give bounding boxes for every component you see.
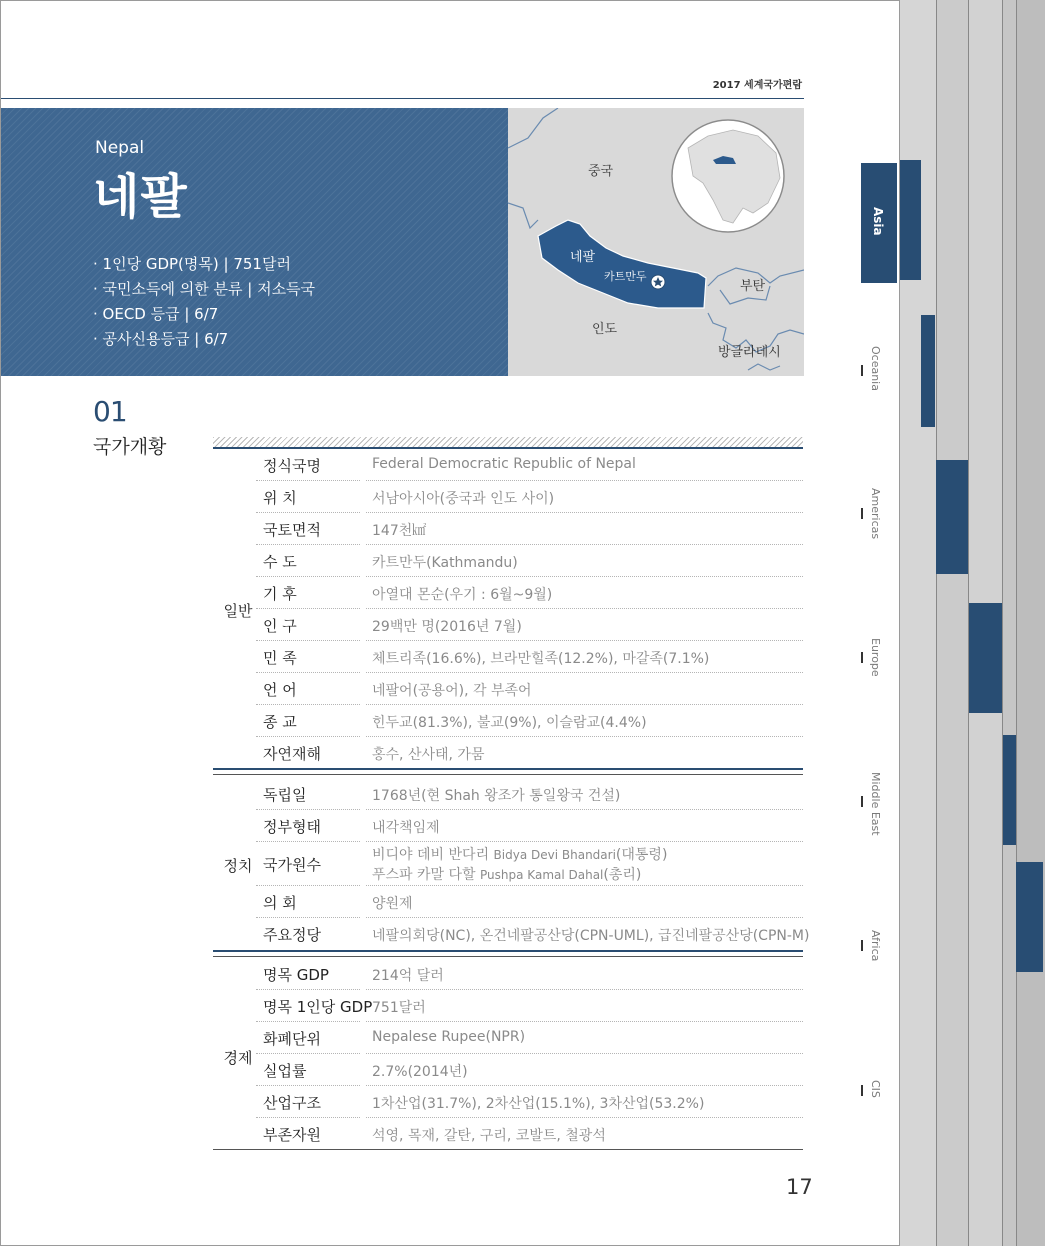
table-row: [256, 810, 803, 842]
table-row: [256, 577, 803, 609]
table-row: [256, 481, 803, 513]
table-row: [256, 609, 803, 641]
row-value: 아열대 몬순(우기 : 6월~9월): [372, 587, 553, 603]
row-label: 언 어: [263, 681, 297, 699]
region-tick: [861, 940, 863, 951]
region-tab-middle-east[interactable]: Middle East: [869, 772, 882, 836]
group-label-politics: 정치: [223, 857, 253, 875]
book-edge-tab: [1016, 862, 1043, 972]
country-name-kr: 네팔: [93, 169, 188, 225]
location-map: [508, 108, 804, 376]
table-row: [256, 990, 803, 1022]
book-edge-tab: [936, 460, 968, 574]
table-row: [256, 705, 803, 737]
region-tab-cis[interactable]: CIS: [869, 1080, 882, 1098]
table-row: [256, 641, 803, 673]
region-tick: [861, 365, 863, 376]
row-label: 화폐단위: [263, 1030, 321, 1048]
key-fact-oecd: · OECD 등급 | 6/7: [93, 305, 219, 323]
row-label: 정부형태: [263, 818, 321, 836]
key-fact-gdp: · 1인당 GDP(명목) | 751달러: [93, 255, 291, 273]
book-edge-tab: [1003, 735, 1016, 845]
table-row: [256, 918, 810, 950]
group-label-general: 일반: [223, 602, 253, 620]
row-value: 서남아시아(중국과 인도 사이): [372, 491, 555, 507]
row-label: 기 후: [263, 585, 297, 603]
row-label: 위 치: [263, 489, 297, 507]
book-edge-tab: [921, 315, 935, 427]
region-tab-americas[interactable]: Americas: [869, 488, 882, 540]
table-row: [256, 1086, 803, 1118]
key-fact-income-class: · 국민소득에 의한 분류 | 저소득국: [93, 280, 316, 298]
row-value: Nepalese Rupee(NPR): [372, 1029, 526, 1045]
row-label: 명목 1인당 GDP: [263, 998, 373, 1016]
row-value: Federal Democratic Republic of Nepal: [372, 456, 636, 472]
row-value: 1차산업(31.7%), 2차산업(15.1%), 3차산업(53.2%): [372, 1096, 705, 1112]
region-tick: [861, 508, 863, 519]
row-label: 민 족: [263, 649, 297, 667]
book-edge-tab: [969, 603, 1002, 713]
region-tab-africa[interactable]: Africa: [869, 930, 882, 962]
region-tick: [861, 1085, 863, 1096]
row-value: 751달러: [372, 1000, 426, 1016]
region-tab-europe[interactable]: Europe: [869, 638, 882, 677]
row-value: 내각책임제: [372, 820, 440, 836]
key-facts: [93, 252, 315, 352]
map-label-bhutan: 부탄: [740, 279, 766, 294]
book-page-edge: [1016, 0, 1045, 1246]
map-label-kathmandu: 카트만두: [604, 270, 647, 283]
row-label: 인 구: [263, 617, 297, 635]
book-page-edge: [936, 0, 971, 1246]
map-graphic: [508, 108, 804, 376]
row-label: 정식국명: [263, 457, 321, 475]
table-row: [256, 842, 803, 886]
region-tab-oceania[interactable]: Oceania: [869, 346, 882, 391]
header-rule: [0, 98, 804, 99]
page-number: 17: [786, 1175, 813, 1199]
row-value-line2: 푸스파 카말 다할 Pushpa Kamal Dahal(총리): [372, 867, 642, 883]
map-label-china: 중국: [588, 164, 614, 179]
row-value: 네팔의회당(NC), 온건네팔공산당(CPN-UML), 급진네팔공산당(CPN-M): [372, 928, 810, 944]
row-label: 주요정당: [263, 926, 321, 944]
row-label: 의 회: [263, 894, 297, 912]
map-label-india: 인도: [592, 322, 618, 337]
row-label: 국가원수: [263, 856, 321, 874]
row-label: 명목 GDP: [263, 966, 329, 984]
row-label: 산업구조: [263, 1094, 321, 1112]
row-label: 실업률: [263, 1062, 307, 1080]
table-row: [256, 886, 803, 918]
row-value: 양원제: [372, 896, 413, 912]
table-hatch-bar: [213, 437, 803, 447]
row-value: 2.7%(2014년): [372, 1064, 468, 1080]
table-row: [256, 513, 803, 545]
table-bottom-rule: [213, 1149, 803, 1150]
group-divider-thin: [213, 956, 803, 957]
row-value: 네팔어(공용어), 각 부족어: [372, 683, 532, 699]
row-value: 카트만두(Kathmandu): [372, 555, 518, 571]
table-row: [256, 778, 803, 810]
region-tick: [861, 652, 863, 663]
row-value: 석영, 목재, 갈탄, 구리, 코발트, 철광석: [372, 1128, 606, 1144]
table-row: [256, 449, 803, 481]
table-row: [256, 737, 803, 769]
table-row: [256, 1118, 803, 1150]
key-fact-credit: · 공사신용등급 | 6/7: [93, 330, 229, 348]
running-head: 2017 세계국가편람: [712, 80, 802, 91]
table-row: [256, 545, 803, 577]
table-row: [256, 1054, 803, 1086]
row-value: 1768년(현 Shah 왕조가 통일왕국 건설): [372, 788, 621, 804]
table-row: [256, 958, 803, 990]
row-value: 홍수, 산사태, 가뭄: [372, 747, 485, 763]
row-value-line1: 비디야 데비 반다리 Bidya Devi Bhandari(대통령): [372, 847, 668, 863]
row-label: 종 교: [263, 713, 297, 731]
row-value: 29백만 명(2016년 7월): [372, 619, 522, 635]
row-label: 국토면적: [263, 521, 321, 539]
section-title: 국가개황: [93, 436, 167, 458]
group-label-economy: 경제: [223, 1049, 253, 1067]
row-value: 체트리족(16.6%), 브라만힐족(12.2%), 마갈족(7.1%): [372, 651, 710, 667]
book-edge-tab: [899, 160, 921, 280]
map-label-nepal: 네팔: [570, 250, 596, 265]
table-row: [256, 1022, 803, 1054]
row-value: 147천㎢: [372, 523, 427, 539]
country-name-en: Nepal: [95, 138, 145, 158]
table-row: [256, 673, 803, 705]
row-label: 자연재해: [263, 745, 321, 763]
row-value: 214억 달러: [372, 968, 444, 984]
row-label: 독립일: [263, 786, 307, 804]
row-label: 부존자원: [263, 1126, 321, 1144]
map-label-bangladesh: 방글라데시: [718, 345, 781, 360]
group-divider-thin: [213, 774, 803, 775]
region-tick: [861, 796, 863, 807]
group-divider: [213, 768, 803, 770]
row-value: 힌두교(81.3%), 불교(9%), 이슬람교(4.4%): [372, 715, 647, 731]
group-divider: [213, 950, 803, 952]
row-label: 수 도: [263, 553, 297, 571]
section-number: 01: [93, 395, 127, 428]
region-tab-asia[interactable]: Asia: [861, 163, 897, 283]
